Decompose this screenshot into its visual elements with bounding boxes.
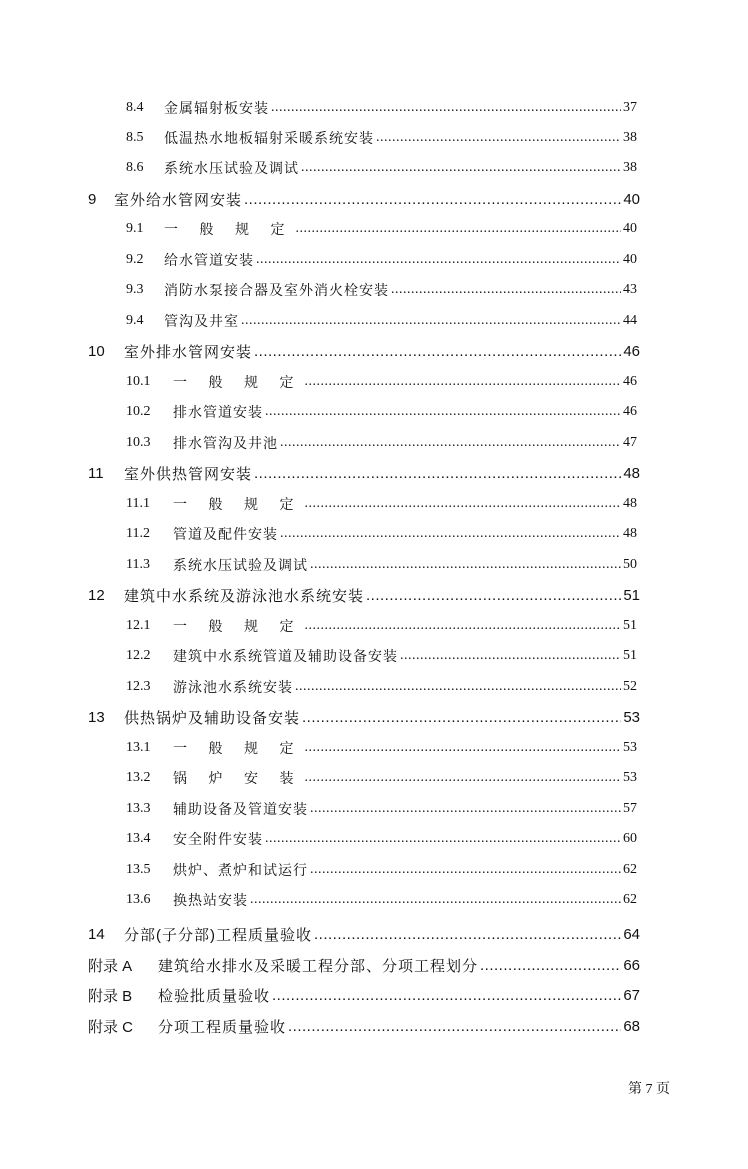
- dot-leader: [480, 957, 621, 974]
- entry-title: 建筑中水系统管道及辅助设备安装: [173, 650, 398, 665]
- entry-number: 8.5: [126, 130, 144, 145]
- entry-page: 62: [623, 862, 637, 877]
- toc-entry-12-2[interactable]: [126, 641, 637, 671]
- entry-number: 13.1: [126, 740, 151, 755]
- entry-title: 管道及配件安装: [173, 528, 278, 543]
- entry-page: 46: [623, 342, 640, 360]
- dot-leader: [391, 282, 621, 298]
- toc-entry-10-2[interactable]: [126, 397, 637, 427]
- dot-leader: [265, 831, 621, 847]
- dot-leader: [314, 926, 621, 943]
- entry-title: 分部(子分部)工程质量验收: [124, 926, 312, 944]
- entry-title: 安全附件安装: [173, 833, 263, 848]
- entry-number: 9.2: [126, 252, 144, 267]
- toc-entry-8-6[interactable]: [126, 153, 637, 183]
- entry-number: 12.2: [126, 648, 151, 663]
- dot-leader: [271, 100, 621, 116]
- entry-title: 一 般 规 定: [173, 376, 303, 391]
- entry-title: 建筑给水排水及采暖工程分部、分项工程划分: [158, 957, 479, 975]
- entry-title: 系统水压试验及调试: [164, 162, 299, 177]
- entry-page: 48: [623, 526, 637, 541]
- toc-entry-9-3[interactable]: [126, 275, 637, 305]
- entry-number: 附录 B: [88, 987, 133, 1005]
- entry-page: 62: [623, 892, 637, 907]
- entry-title: 分项工程质量验收: [158, 1018, 287, 1036]
- dot-leader: [310, 557, 621, 573]
- entry-number: 13.3: [126, 801, 151, 816]
- entry-title: 管沟及井室: [164, 315, 239, 330]
- dot-leader: [400, 648, 621, 664]
- dot-leader: [305, 618, 622, 634]
- entry-page: 47: [623, 435, 637, 450]
- entry-title: 游泳池水系统安装: [173, 681, 293, 696]
- toc-entry-14[interactable]: [88, 919, 640, 949]
- dot-leader: [305, 770, 622, 786]
- entry-number: 13.5: [126, 862, 151, 877]
- entry-number: 8.6: [126, 160, 144, 175]
- toc-entry-10-3[interactable]: [126, 428, 637, 458]
- entry-number: 14: [88, 925, 105, 943]
- entry-title: 室外排水管网安装: [124, 343, 253, 361]
- entry-title: 建筑中水系统及游泳池水系统安装: [124, 587, 365, 605]
- toc-entry-11-2[interactable]: [126, 519, 637, 549]
- toc-entry-9[interactable]: [88, 184, 640, 214]
- entry-page: 43: [623, 282, 637, 297]
- entry-page: 50: [623, 557, 637, 572]
- toc-entry-8-5[interactable]: [126, 123, 637, 153]
- entry-page: 64: [623, 925, 640, 943]
- entry-title: 锅 炉 安 装: [173, 772, 303, 787]
- entry-page: 51: [623, 648, 637, 663]
- toc-entry-13[interactable]: [88, 702, 640, 732]
- toc-entry-11-3[interactable]: [126, 550, 637, 580]
- entry-title: 排水管道安装: [173, 406, 263, 421]
- entry-number: 13.2: [126, 770, 151, 785]
- entry-page: 52: [623, 679, 637, 694]
- toc-entry-11[interactable]: [88, 458, 640, 488]
- entry-page: 38: [623, 160, 637, 175]
- entry-number: 10: [88, 342, 105, 360]
- entry-page: 60: [623, 831, 637, 846]
- toc-entry-appendix-b[interactable]: [88, 980, 640, 1010]
- toc-entry-appendix-a[interactable]: [88, 950, 640, 980]
- entry-number: 13.4: [126, 831, 151, 846]
- dot-leader: [280, 526, 621, 542]
- toc-entry-9-1[interactable]: [126, 214, 637, 244]
- toc-entry-13-1[interactable]: [126, 733, 637, 763]
- dot-leader: [256, 252, 621, 268]
- entry-number: 11.3: [126, 557, 150, 572]
- entry-title: 一 般 规 定: [173, 498, 303, 513]
- entry-page: 37: [623, 100, 637, 115]
- entry-number: 附录 A: [88, 957, 133, 975]
- entry-page: 46: [623, 404, 637, 419]
- toc-entry-13-5[interactable]: [126, 855, 637, 885]
- dot-leader: [244, 191, 621, 208]
- entry-number: 10.1: [126, 374, 151, 389]
- entry-number: 9.1: [126, 221, 144, 236]
- entry-number: 8.4: [126, 100, 144, 115]
- entry-title: 系统水压试验及调试: [173, 559, 308, 574]
- toc-entry-8-4[interactable]: [126, 93, 637, 123]
- entry-title: 消防水泵接合器及室外消火栓安装: [164, 284, 389, 299]
- entry-title: 供热锅炉及辅助设备安装: [124, 709, 301, 727]
- entry-title: 检验批质量验收: [158, 987, 271, 1005]
- entry-title: 换热站安装: [173, 894, 248, 909]
- entry-page: 53: [623, 740, 637, 755]
- entry-number: 12.1: [126, 618, 151, 633]
- entry-number: 9.3: [126, 282, 144, 297]
- entry-page: 53: [623, 770, 637, 785]
- dot-leader: [302, 709, 621, 726]
- toc-entry-9-2[interactable]: [126, 245, 637, 275]
- entry-number: 9.4: [126, 313, 144, 328]
- entry-page: 67: [623, 986, 640, 1004]
- toc-entry-9-4[interactable]: [126, 306, 637, 336]
- entry-page: 40: [623, 190, 640, 208]
- entry-page: 44: [623, 313, 637, 328]
- dot-leader: [310, 862, 621, 878]
- entry-number: 10.2: [126, 404, 151, 419]
- dot-leader: [305, 374, 622, 390]
- entry-title: 给水管道安装: [164, 254, 254, 269]
- toc-entry-12-1[interactable]: [126, 611, 637, 641]
- dot-leader: [366, 587, 621, 604]
- entry-page: 48: [623, 496, 637, 511]
- entry-title: 一 般 规 定: [164, 223, 294, 238]
- entry-page: 40: [623, 221, 637, 236]
- toc-entry-13-3[interactable]: [126, 794, 637, 824]
- dot-leader: [288, 1018, 621, 1035]
- entry-number: 11.1: [126, 496, 150, 511]
- dot-leader: [310, 801, 621, 817]
- dot-leader: [305, 496, 622, 512]
- entry-page: 40: [623, 252, 637, 267]
- entry-title: 一 般 规 定: [173, 620, 303, 635]
- dot-leader: [254, 343, 621, 360]
- entry-page: 46: [623, 374, 637, 389]
- entry-number: 9: [88, 190, 97, 208]
- entry-number: 12.3: [126, 679, 151, 694]
- entry-number: 11: [88, 464, 104, 482]
- entry-page: 53: [623, 708, 640, 726]
- entry-number: 13.6: [126, 892, 151, 907]
- entry-page: 51: [623, 586, 640, 604]
- toc-entry-12[interactable]: [88, 580, 640, 610]
- entry-title: 低温热水地板辐射采暖系统安装: [164, 132, 374, 147]
- entry-title: 室外给水管网安装: [114, 191, 243, 209]
- dot-leader: [254, 465, 621, 482]
- entry-number: 10.3: [126, 435, 151, 450]
- entry-title: 金属辐射板安装: [164, 102, 269, 117]
- toc-entry-11-1[interactable]: [126, 489, 637, 519]
- entry-title: 排水管沟及井池: [173, 437, 278, 452]
- toc-entry-10-1[interactable]: [126, 367, 637, 397]
- entry-page: 38: [623, 130, 637, 145]
- dot-leader: [296, 221, 622, 237]
- toc-entry-appendix-c[interactable]: [88, 1011, 640, 1041]
- dot-leader: [272, 987, 621, 1004]
- entry-title: 烘炉、煮炉和试运行: [173, 864, 308, 879]
- toc-entry-13-4[interactable]: [126, 824, 637, 854]
- entry-page: 48: [623, 464, 640, 482]
- toc-entry-10[interactable]: [88, 336, 640, 366]
- page-number-footer: 第 7 页: [628, 1082, 670, 1097]
- toc-entry-12-3[interactable]: [126, 672, 637, 702]
- entry-page: 68: [623, 1017, 640, 1035]
- dot-leader: [295, 679, 621, 695]
- entry-page: 66: [623, 956, 640, 974]
- dot-leader: [250, 892, 621, 908]
- toc-entry-13-6[interactable]: [126, 885, 637, 915]
- entry-number: 附录 C: [88, 1018, 134, 1036]
- entry-number: 12: [88, 586, 105, 604]
- entry-title: 一 般 规 定: [173, 742, 303, 757]
- dot-leader: [376, 130, 621, 146]
- entry-number: 11.2: [126, 526, 150, 541]
- dot-leader: [301, 160, 621, 176]
- entry-page: 57: [623, 801, 637, 816]
- entry-title: 辅助设备及管道安装: [173, 803, 308, 818]
- entry-title: 室外供热管网安装: [124, 465, 253, 483]
- dot-leader: [280, 435, 621, 451]
- entry-page: 51: [623, 618, 637, 633]
- entry-number: 13: [88, 708, 105, 726]
- toc-entry-13-2[interactable]: [126, 763, 637, 793]
- dot-leader: [241, 313, 621, 329]
- dot-leader: [265, 404, 621, 420]
- dot-leader: [305, 740, 622, 756]
